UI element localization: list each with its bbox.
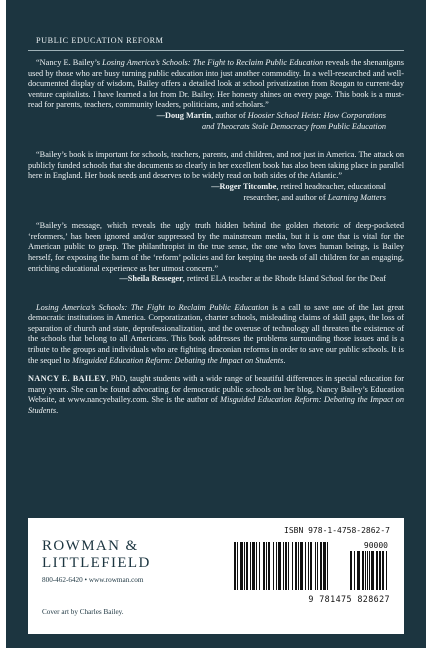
barcode-bar bbox=[263, 542, 265, 590]
author-name: NANCY E. BAILEY bbox=[28, 374, 107, 384]
barcode-bar bbox=[278, 542, 281, 590]
barcode-bar bbox=[266, 542, 267, 590]
barcode-bar bbox=[320, 542, 322, 590]
ean-number: 9 781475 828627 bbox=[308, 594, 390, 604]
barcode-bar bbox=[350, 551, 352, 590]
publisher-contact: 800-462-6420 • www.rowman.com bbox=[42, 576, 144, 584]
barcode-bar bbox=[246, 542, 248, 590]
barcode-bar bbox=[273, 542, 274, 590]
cover-text bbox=[28, 58, 404, 417]
barcode-bar bbox=[300, 542, 303, 590]
price-code: 90000 bbox=[363, 541, 388, 550]
reviewer-role: , retired ELA teacher at the Rhode Island School for the Deaf bbox=[182, 274, 386, 284]
barcode-bar bbox=[382, 551, 384, 590]
description-end: . bbox=[283, 355, 286, 365]
category-label: PUBLIC EDUCATION REFORM bbox=[36, 36, 164, 45]
barcode-bar bbox=[315, 542, 316, 590]
isbn-label: ISBN 978-1-4758-2862-7 bbox=[284, 526, 390, 535]
reviewer-role: , retired headteacher, educational bbox=[276, 181, 386, 191]
barcode-bar bbox=[256, 542, 257, 590]
barcode-bar bbox=[234, 542, 236, 590]
barcode-bar bbox=[376, 551, 378, 590]
barcode-bar bbox=[357, 551, 360, 590]
barcode-bar bbox=[283, 542, 284, 590]
reviewer-name: —Roger Titcombe bbox=[211, 181, 277, 191]
barcode-bar bbox=[310, 542, 312, 590]
publisher-name-line1: ROWMAN & bbox=[42, 538, 139, 554]
publisher-name-line2: LITTLEFIELD bbox=[42, 555, 151, 571]
barcode-bar bbox=[295, 542, 297, 590]
bio-text: , PhD, taught students with a wide range of beautiful differences in special education for many years. She can be found advocating for democratic public schools on her blog, Nancy Bailey’s Education Website, at www.nancyebailey.com. She is the author of bbox=[28, 374, 404, 405]
barcode-bar bbox=[354, 551, 355, 590]
blurb-attribution bbox=[28, 111, 404, 132]
blurb-text-part: “Nancy E. Bailey’s bbox=[36, 58, 103, 67]
barcode-bar bbox=[237, 542, 238, 590]
barcode-bar bbox=[259, 542, 260, 590]
author-bio bbox=[28, 374, 404, 416]
barcode-icon bbox=[232, 540, 390, 592]
barcode-bar bbox=[367, 551, 368, 590]
barcode-bar bbox=[369, 551, 370, 590]
barcode-bar bbox=[365, 551, 366, 590]
bio-end: . bbox=[56, 406, 59, 416]
blurb-text-part: reveals the shenanigans used by those who are busy turning public education into just another commodity. In a well-researched and well-documented display of wisdom, Bailey offers a detailed look at school privatization from Reagan to current-day venture capitalists. I have learned a lot from Dr. Bailey. Her honesty shines on every page. This book is a must-read for parents, teachers, community leaders, politicians, and scholars.” bbox=[28, 58, 404, 110]
barcode-bar bbox=[379, 551, 381, 590]
sequel-title: Misguided Education Reform: Debating the Impact on Students bbox=[72, 355, 284, 365]
header-divider bbox=[28, 50, 404, 51]
barcode-bar bbox=[252, 542, 255, 590]
description-text: is a call to save one of the last great democratic institutions in America. Corporatization, charter schools, misleading claims of skill gaps, the loss of separation of church and state, deprofessionalization, and the overuse of technology all threaten the existence of the schools that belong to all Americans. This book addresses the problems surrounding those issues and is a tribute to the groups and individuals who are fighting draconian reforms in order to save our public schools. It is the sequel to bbox=[28, 302, 404, 365]
barcode-bar bbox=[292, 542, 293, 590]
blurb-text: “Bailey’s book is important for schools, teachers, parents, and children, and not just in America. The attack on publicly funded schools that she documents so clearly in her excellent book has also been taking place in parallel here in England. Her book needs and deserves to be widely read on both sides of the Atlantic.” bbox=[28, 150, 404, 181]
blurb-martin bbox=[28, 58, 404, 132]
barcode-bar bbox=[308, 542, 309, 590]
book-description bbox=[28, 303, 404, 367]
reviewer-role: , author of bbox=[211, 110, 248, 120]
barcode-bar bbox=[288, 542, 289, 590]
barcode-bar bbox=[244, 542, 245, 590]
barcode-bar bbox=[250, 542, 251, 590]
cover-art-credit: Cover art by Charles Bailey. bbox=[42, 608, 124, 616]
blurb-attribution bbox=[28, 274, 404, 285]
reviewer-name: —Doug Martin bbox=[156, 110, 212, 120]
barcode-bar bbox=[317, 542, 318, 590]
book-title: Losing America’s Schools: The Fight to Reclaim Public Education bbox=[36, 302, 269, 312]
barcode-bar bbox=[240, 542, 243, 590]
reviewer-work: Learning Matters bbox=[327, 192, 386, 202]
reviewer-work: and Theocrats Stole Democracy from Public Education bbox=[201, 121, 386, 131]
reviewer-role: researcher, and author of bbox=[243, 192, 328, 202]
publisher-logo bbox=[42, 538, 151, 572]
barcode-bar bbox=[386, 551, 387, 590]
blurb-text bbox=[28, 58, 404, 111]
barcode-bar bbox=[371, 551, 374, 590]
barcode-bar bbox=[323, 542, 326, 590]
blurb-text: “Bailey’s message, which reveals the ugly truth hidden behind the golden rhetoric of deep-pocketed ‘reformers,’ has been ignored and/or suppressed by the mainstream media, but it is one that is vital for the American public to grasp. The philanthropist in the true sense, the one who loves human beings, is Bailey herself, for exposing the harm of the ‘reform’ policies and for keeping the needs of all children for an engaging, enriching educational experience as her utmost concern.” bbox=[28, 221, 404, 273]
barcode-bar bbox=[276, 542, 277, 590]
barcode-bar bbox=[298, 542, 299, 590]
barcode-bar bbox=[268, 542, 270, 590]
barcode-bar bbox=[362, 551, 364, 590]
barcode-bar bbox=[305, 542, 306, 590]
book-title: Losing America’s Schools: The Fight to Reclaim Public Education bbox=[102, 58, 324, 67]
reviewer-name: —Sheila Resseger bbox=[119, 274, 183, 284]
blurb-titcombe bbox=[28, 150, 404, 203]
barcode-bar bbox=[285, 542, 287, 590]
barcode-bar bbox=[327, 542, 328, 590]
author-work: Misguided Education Reform: Debating the Impact on Students bbox=[28, 395, 404, 416]
reviewer-work: Hoosier School Heist: How Corporations bbox=[247, 110, 386, 120]
publisher-footer bbox=[28, 518, 404, 634]
blurb-attribution bbox=[28, 182, 404, 203]
blurb-resseger bbox=[28, 221, 404, 285]
